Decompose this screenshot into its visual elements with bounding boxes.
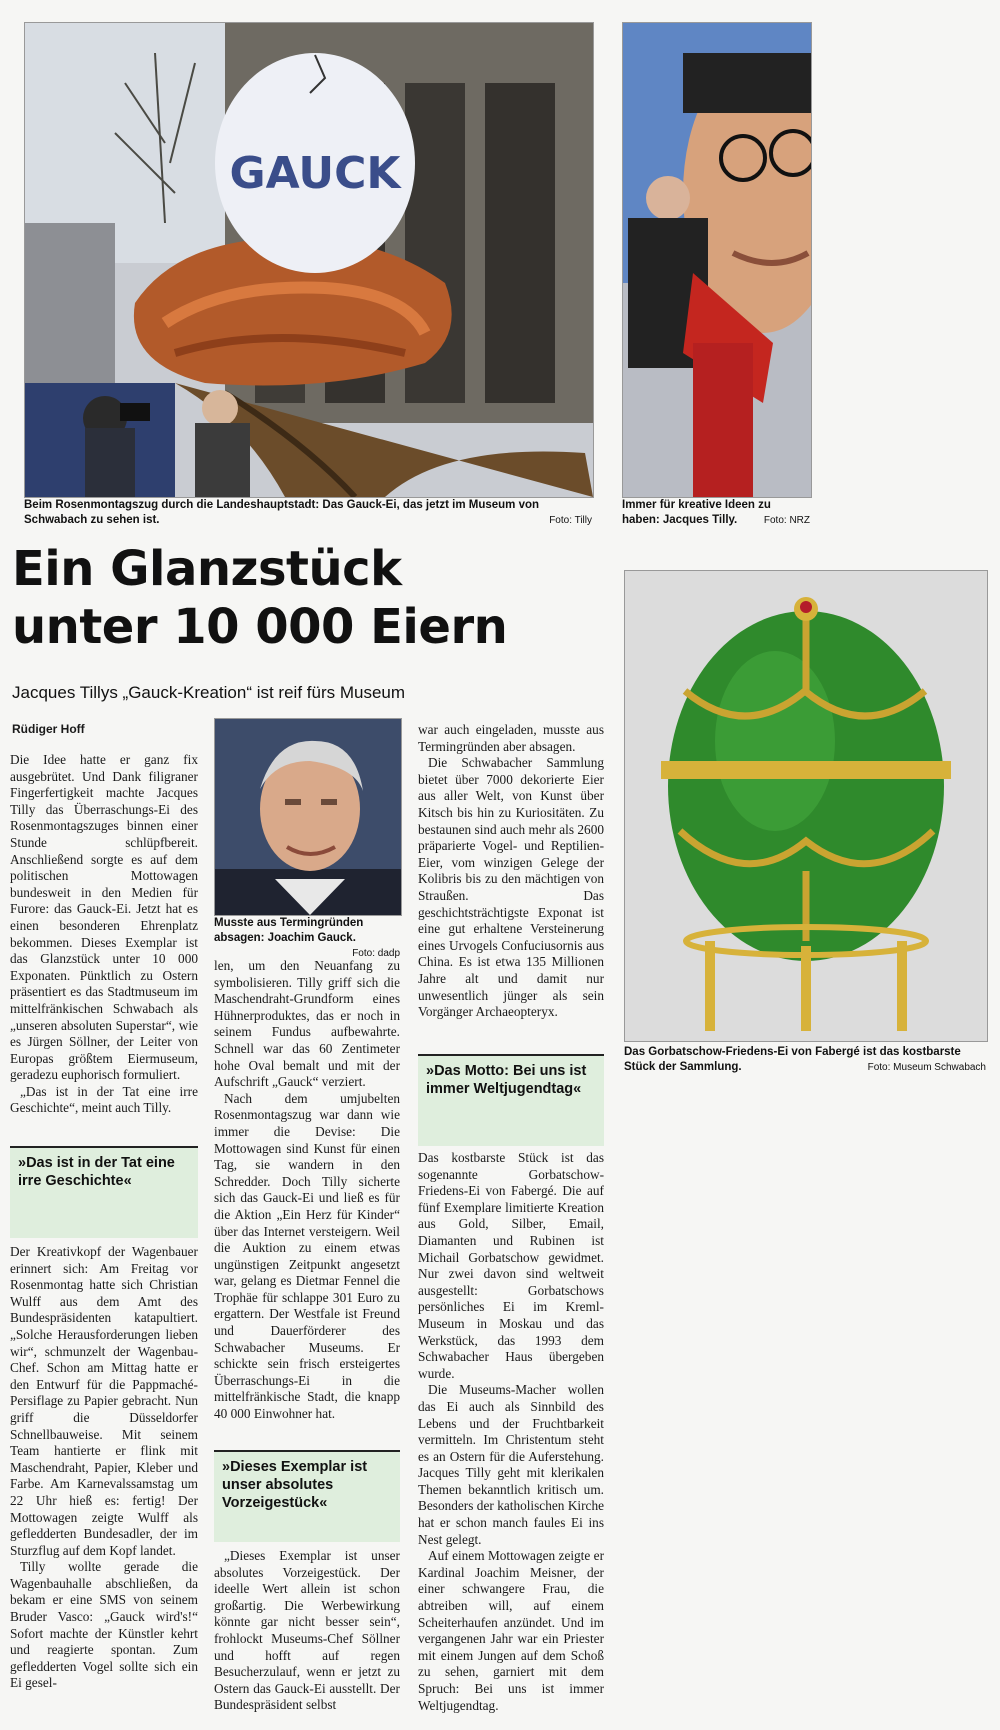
headline (12, 540, 572, 656)
photo-credit: Foto: Tilly (549, 515, 592, 526)
photo-credit: Foto: NRZ (763, 515, 810, 526)
paragraph: Nach dem umjubelten Rosenmontagszug war dann wie immer die Devise: Die Mottowagen sind Kunst für einen Tag, sie wandern in den Schredder. Doch Tilly sicherte sich das Gauck-Ei und ließ es für die Aktion „Ein Herz für Kinder“ über das Internet versteigern. Weil die Auktion zu einem etwas ungünstigen Zeitpunkt angesetzt war, gelang es Dietmar Fennel die Trophäe für schlappe 301 Euro zu ergattern. Der Westfale ist Freund und Dauerförderer des Schwabacher Museums. Er schickte sein frisch ersteigertes Überraschungs-Ei in die mittelfränkische Stadt, die knapp 40 000 Einwohner hat. (214, 1090, 400, 1422)
caption-text: Das Gorbatschow-Friedens-Ei von Fabergé ist das kostbarste Stück der Sammlung. (624, 1046, 961, 1073)
egg-lettering: GAUCK (229, 148, 401, 199)
caption-faberge (624, 1045, 986, 1075)
paragraph: „Dieses Exemplar ist unser absolutes Vorzeigestück. Der ideelle Wert allein ist schon großartig. Die Werbewirkung könnte gar nicht besser sein“, frohlockt Museums-Chef Söllner und hofft auf regen Besucherzulauf, wenn er jetzt zu Ostern das Gauck-Ei ausstellt. Der Bundespräsident selbst (214, 1548, 400, 1713)
photo-credit: Foto: dadp (352, 948, 400, 959)
paragraph: Der Kreativkopf der Wagenbauer erinnert sich: Am Freitag vor Rosenmontag hatte sich Christian Wulff aus dem Amt des Bundespräsidenten katapultiert. „Solche Herausforderungen lieben wir“, schmunzelt der Wagenbau-Chef. Schon am Mittag hatte er den Entwurf für die Pappmaché-Persiflage zu Papier gebracht. Nun griff die Düsseldorfer Schnellbauweise. Mit seinem Team hantierte er flink mit Maschendraht, Papier, Kleber und Farbe. Am Karnevalssamstag um 22 Uhr hieß es: fertig! Der Mottowagen zeigte Wulff als gefledderten Bundesadler, der im Sturzflug auf dem Kopf landet. (10, 1244, 198, 1558)
paragraph: „Das ist in der Tat eine irre Geschichte“, meint auch Tilly. (10, 1083, 198, 1116)
photo-gauck-egg (24, 22, 594, 498)
headline-line-1: Ein Glanzstück (12, 541, 402, 597)
photo-faberge-egg (624, 570, 988, 1042)
pullquote-2: »Dieses Exemplar ist unser absolutes Vorzeigestück« (214, 1450, 400, 1542)
paragraph: Tilly wollte gerade die Wagenbauhalle abschließen, da bekam er eine SMS von seinem Bruder Vasco: „Gauck wird's!“ Sofort machte der Künstler kehrt und reagierte spontan. Zum gefledderten Vogel sollte sich ein Ei gesel- (10, 1559, 198, 1691)
caption-text: Beim Rosenmontagszug durch die Landeshauptstadt: Das Gauck-Ei, das jetzt im Museum von Schwabach zu sehen ist. (24, 499, 540, 526)
column-3-continued (418, 1150, 604, 1714)
paragraph: Die Idee hatte er ganz fix ausgebrütet. Und Dank filigraner Fingerfertigkeit machte Jacques Tilly das Überraschungs-Ei des Rosenmontagszuges binnen einer Stunde schlüpfbereit. Anschließend sorgte es auf dem politischen Mottowagen bundesweit in den Medien für Furore: das Gauck-Ei. Jetzt hat es einen besonderen Ehrenplatz bekommen. Dieses Exemplar ist das Glanzstück unter 10 000 Exponaten. Pünktlich zu Ostern präsentiert es das Stadtmuseum im mittelfränkischen Schwabach als „unseren absoluten Superstar“, wie es Jürgen Söllner, der Leiter von Europas größtem Eiermuseum, geradezu euphorisch formuliert. (10, 752, 198, 1083)
headline-line-2: unter 10 000 Eiern (12, 599, 508, 655)
subheadline: Jacques Tillys „Gauck-Kreation“ ist reif fürs Museum (12, 683, 406, 702)
caption-gauck-egg (24, 498, 592, 528)
paragraph: len, um den Neuanfang zu symbolisieren. Tilly griff sich die Maschendraht-Grundform eines Hühnerproduktes, das er noch in seinem Fundus aufbewahrte. Schnell war das 60 Zentimeter hohe Oval bemalt und mit der Aufschrift „Gauck“ verziert. (214, 958, 400, 1090)
column-1-continued (10, 1244, 198, 1692)
paragraph: Die Schwabacher Sammlung bietet über 7000 dekorierte Eier aus aller Welt, von Kunst über Kitsch bis hin zu Kuriositäten. Zu bestaunen sind auch mehr als 2600 präparierte Vogel- und Reptilien-Eier, vom winzigen Gelege der Kolibris bis zu den mächtigen von Straußen. Das geschichtsträchtigste Exponat ist eine gut erhaltene Versteinerung eines Urvogels Confuciusornis aus China. Es ist etwa 135 Millionen Jahre alt und damit nur unwesentlich jünger als sein Vorgänger Archaeopteryx. (418, 755, 604, 1020)
caption-text: Musste aus Termingründen absagen: Joachim Gauck. (214, 917, 364, 944)
author: Rüdiger Hoff (12, 722, 85, 736)
caption-joachim-gauck (214, 916, 400, 961)
column-1 (10, 752, 198, 1117)
photo-credit: Foto: Museum Schwabach (867, 1062, 986, 1073)
paragraph: Auf einem Mottowagen zeigte er Kardinal Joachim Meisner, der einer schwangere Frau, die abtreiben will, auf einem Scheiterhaufen anzündet. Und im vergangenen Jahr war ein Priester mit einem Jungen auf dem Schoß zu sehen, garniert mit dem Spruch: Bei uns ist immer Weltjugendtag. (418, 1548, 604, 1713)
caption-text: Immer für kreative Ideen zu haben: Jacques Tilly. (622, 499, 771, 526)
caption-tilly (622, 498, 810, 528)
photo-jacques-tilly (622, 22, 812, 498)
paragraph: war auch eingeladen, musste aus Termingründen aber absagen. (418, 722, 604, 754)
pullquote-3: »Das Motto: Bei uns ist immer Weltjugendtag« (418, 1054, 604, 1146)
photo-joachim-gauck (214, 718, 402, 916)
paragraph: Das kostbarste Stück ist das sogenannte Gorbatschow-Friedens-Ei von Fabergé. Die auf fünf Exemplare limitierte Kreation aus Gold, Silber, Email, Diamanten und Rubinen ist Michail Gorbatschow gewidmet. Nur zwei davon sind weltweit ausgestellt: Gorbatschows persönliches Ei im Kreml-Museum in Moskau und das Werkstück, das 1993 dem Schwabacher Haus übergeben wurde. (418, 1150, 604, 1381)
pullquote-1: »Das ist in der Tat eine irre Geschichte« (10, 1146, 198, 1238)
column-3 (418, 722, 604, 1021)
column-2-continued (214, 1548, 400, 1714)
column-2 (214, 958, 400, 1423)
paragraph: Die Museums-Macher wollen das Ei auch als Sinnbild des Lebens und der Fruchtbarkeit vermitteln. Im Christentum steht es an Ostern für die Auferstehung. Jacques Tilly geht mit klerikalen Themen bekanntlich kritisch um. Besonders der katholischen Kirche hat er schon manch faules Ei ins Nest gelegt. (418, 1382, 604, 1547)
